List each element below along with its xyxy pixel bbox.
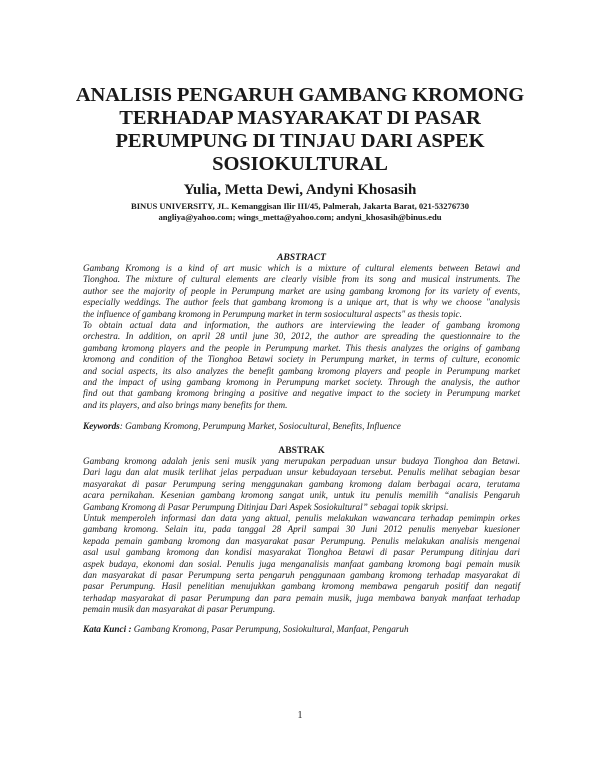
title-line: ANALISIS PENGARUH GAMBANG KROMONG <box>75 84 525 106</box>
text-line: author see the majority of people in Perumpung market are using gambang kromong for its variety of events, <box>83 285 520 296</box>
title-line: PERUMPUNG DI TINJAU DARI ASPEK <box>115 130 485 152</box>
abstract-paragraph-2 <box>83 320 520 411</box>
text-line: dan masyarakat di pasar Perumpung serta pengaruh penggunaan gambang kromong terhadap masyarakat di <box>83 569 520 580</box>
text-line: pasar Perumpung. Hasil penelitian menujukkan gambang kromong membawa pengaruh positif dan negatif <box>83 581 520 592</box>
abstrak-heading: ABSTRAK <box>278 445 325 456</box>
text-line: gambang kromong. Selain itu, pada tanggal 28 April sampai 30 Juni 2012 penulis menyebar kuesioner <box>83 524 520 535</box>
text-line: orchestra. In addition, on april 28 until june 30, 2012, the author are spreading the questionnaire to the <box>83 331 520 342</box>
title-line: TERHADAP MASYARAKAT DI PASAR <box>119 107 481 129</box>
text-line: kepada pemain gambang kromong dan masyarakat pasar Perumpung. Penulis melakukan analisis mengenai <box>83 535 520 546</box>
text-line: Gambang Kromong di Pasar Perumpung Ditinjau Dari Aspek Sosiokultural” sebagai topik skripsi. <box>83 501 449 512</box>
abstrak-paragraph-2 <box>83 513 520 616</box>
text-line: Dari lagu dan alat musik terlihat jelas perpaduan unsur kebudayaan tersebut. Penulis melihat sebagian besar <box>83 467 520 478</box>
text-line: asal usul gambang kromong dan kondisi masyarakat Tionghoa Betawi di pasar Perumpung ditinjau dari <box>83 547 520 558</box>
abstract-paragraph-1 <box>83 263 520 320</box>
author-emails: angliya@yahoo.com; wings_metta@yahoo.com; andyni_khosasih@binus.edu <box>158 212 442 222</box>
text-line: aspek budaya, ekonomi dan sosial. Penulis juga menganalisis manfaat gambang kromong bagi pemain musik <box>83 558 520 569</box>
keywords <box>83 421 520 432</box>
text-line: find out that gambang kromong bringing a positive and negative impact to the society in Perumpung market <box>83 388 520 399</box>
kata-kunci-label: Kata Kunci : <box>83 624 132 634</box>
text-line: and its players, and also brings many benefits for them. <box>83 399 288 410</box>
title-line: SOSIOKULTURAL <box>212 153 388 175</box>
text-line: and the impact of using gambang kromong in Perumpung market society. Through the analysis, the author <box>83 376 520 387</box>
text-line: masyarakat di pasar Perumpung sering menggunakan gambang kromong dalam berbagai acara, terutama <box>83 478 520 489</box>
text-line: To obtain actual data and information, the authors are interviewing the leader of gambang kromong <box>83 319 520 330</box>
keywords-label: Keywords <box>83 421 120 431</box>
abstract-heading: ABSTRACT <box>276 252 327 263</box>
text-line: terhadap masyarakat di pasar Perumpung dan para pemain musik, juga membawa banyak manfaat terhadap <box>83 592 520 603</box>
text-line: kromong and condition of the Tionghoa Betawi society in Perumpung market, in terms of culture, economic <box>83 354 520 365</box>
text-line: especially weddings. The author feels that gambang kromong is a unique art, that is why we choose "analysis <box>83 297 520 308</box>
affiliation: BINUS UNIVERSITY, JL. Kemanggisan Ilir III/45, Palmerah, Jakarta Barat, 021-53276730 <box>130 201 470 211</box>
text-line: Gambang Kromong is a kind of art music which is a mixture of cultural elements between Betawi and <box>83 263 520 273</box>
paper-title <box>60 84 540 176</box>
text-line: and social aspects, its also analyzes the benefit gambang kromong players and people in Perumpung market <box>83 365 520 376</box>
keywords-value: : Gambang Kromong, Perumpung Market, Sosiocultural, Benefits, Influence <box>119 421 401 431</box>
text-line: pemain musik dan masyarakat di pasar Perumpung. <box>83 604 276 615</box>
authors: Yulia, Metta Dewi, Andyni Khosasih <box>183 182 417 198</box>
page-number: 1 <box>297 710 303 721</box>
kata-kunci <box>83 624 520 635</box>
affiliation-block <box>60 201 540 223</box>
text-line: Untuk memperoleh informasi dan data yang aktual, penulis melakukan wawancara terhadap pemimpin orkes <box>83 512 520 523</box>
text-line: Gambang kromong adalah jenis seni musik yang merupakan perpaduan unsur budaya Tionghoa dan Betawi. <box>83 456 520 466</box>
abstract-section <box>83 252 520 411</box>
abstrak-paragraph-1 <box>83 456 520 513</box>
text-line: the influence of gambang kromong in Perumpung market in term sosiocultural aspects" as thesis topic. <box>83 308 462 319</box>
text-line: acara pernikahan. Kesenian gambang kromong sangat unik, untuk itu penulis memilih “analisis Pengaruh <box>83 490 520 501</box>
kata-kunci-value: Gambang Kromong, Pasar Perumpung, Sosiokultural, Manfaat, Pengaruh <box>131 624 409 634</box>
text-line: Tionghoa. The mixture of cultural elements are clearly visible from its song and musical instruments. The <box>83 274 520 285</box>
abstrak-section <box>83 445 520 615</box>
text-line: gambang kromong players and the people in Perumpung market. This thesis analyzes the origins of gambang <box>83 342 520 353</box>
